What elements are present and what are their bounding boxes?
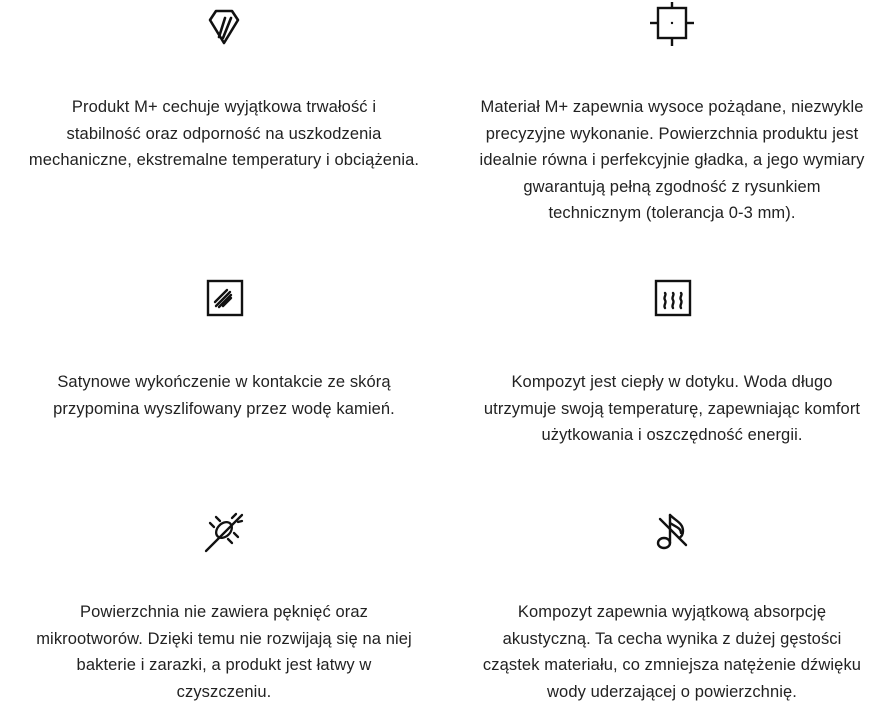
no-bacteria-icon bbox=[202, 509, 246, 553]
feature-precision bbox=[448, 0, 896, 236]
feature-description: Kompozyt zapewnia wyjątkową absorpcję akustyczną. Ta cecha wynika z dużej gęstości cząstek materiału, co zmniejsza natężenie dźwięku wody uderzającej o powierzchnię. bbox=[482, 603, 862, 701]
feature-description: Materiał M+ zapewnia wysoce pożądane, niezwykle precyzyjne wykonanie. Powierzchnia produktu jest idealnie równa i perfekcyjnie gładka, a jego wymiary gwarantują pełną zgodność z rysunkiem technicznym (tolerancja 0-3 mm). bbox=[479, 98, 865, 222]
feature-description: Kompozyt jest ciepły w dotyku. Woda długo utrzymuje swoją temperaturę, zapewniając komfort użytkowania i oszczędność energii. bbox=[483, 373, 861, 444]
diamond-icon bbox=[202, 4, 246, 48]
feature-description: Produkt M+ cechuje wyjątkowa trwałość i stabilność oraz odporność na uszkodzenia mechaniczne, ekstremalne temperatury i obciążenia. bbox=[28, 98, 420, 169]
feature-acoustic bbox=[448, 472, 896, 708]
acoustic-absorption-icon bbox=[650, 509, 694, 553]
feature-durability bbox=[0, 0, 448, 236]
satin-finish-icon bbox=[202, 276, 246, 320]
warmth-icon bbox=[650, 276, 694, 320]
feature-warmth bbox=[448, 236, 896, 472]
feature-hygiene bbox=[0, 472, 448, 708]
feature-satin-finish bbox=[0, 236, 448, 472]
feature-description: Powierzchnia nie zawiera pęknięć oraz mikrootworów. Dzięki temu nie rozwijają się na niej bakterie i zarazki, a produkt jest łatwy w czyszczeniu. bbox=[36, 603, 412, 701]
feature-description: Satynowe wykończenie w kontakcie ze skórą przypomina wyszlifowany przez wodę kamień. bbox=[53, 373, 395, 418]
precision-target-icon bbox=[650, 2, 694, 46]
